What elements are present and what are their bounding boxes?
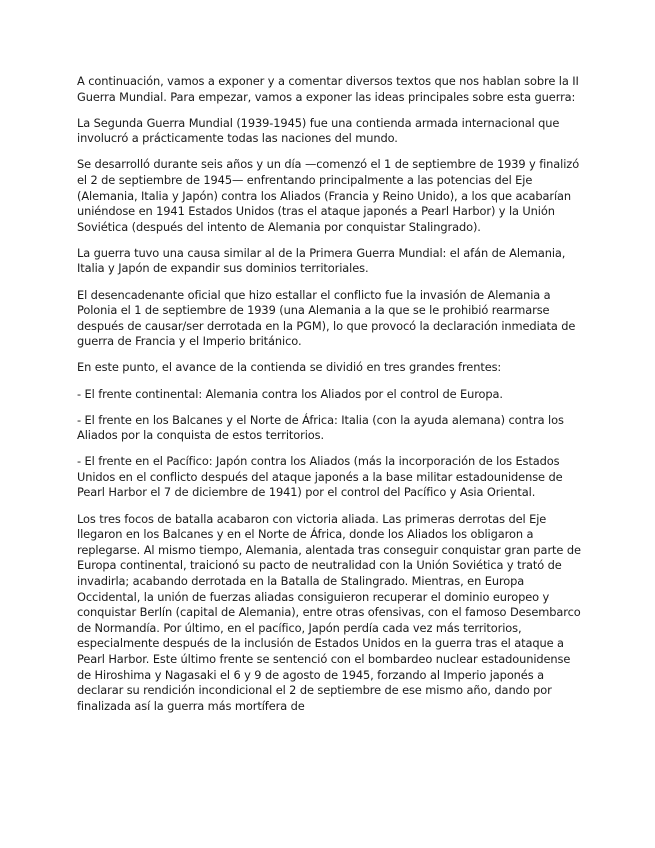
cause-paragraph: La guerra tuvo una causa similar al de la Primera Guerra Mundial: el afán de Alemania, Italia y Japón de expandir sus dominios territoriales. <box>77 245 566 276</box>
front-continental-paragraph: - El frente continental: Alemania contra los Aliados por el control de Europa. <box>77 386 503 401</box>
definition-paragraph: La Segunda Guerra Mundial (1939-1945) fue una contienda armada internacional que involucró a prácticamente todas las naciones del mundo. <box>77 115 560 146</box>
fronts-intro-paragraph: En este punto, el avance de la contienda se dividió en tres grandes frentes: <box>77 360 502 375</box>
front-pacific-paragraph: - El frente en el Pacífico: Japón contra los Aliados (más la incorporación de los Estados Unidos en el conflicto después del ataque japonés a la base militar estadounidense de Pearl Harbor el 7 de diciembre de 1941) por el control del Pacífico y Asia Oriental. <box>77 454 563 500</box>
intro-paragraph: A continuación, vamos a exponer y a comentar diversos textos que nos hablan sobre la II Guerra Mundial. Para empezar, vamos a exponer las ideas principales sobre esta guerra: <box>77 74 579 104</box>
document-page <box>77 74 587 725</box>
front-balkans-paragraph: - El frente en los Balcanes y el Norte de África: Italia (con la ayuda alemana) contra los Aliados por la conquista de estos territorios. <box>77 412 564 443</box>
duration-paragraph: Se desarrolló durante seis años y un día —comenzó el 1 de septiembre de 1939 y finalizó el 2 de septiembre de 1945— enfrentando principalmente a las potencias del Eje (Alemania, Italia y Japón) contra los Aliados (Francia y Reino Unido), a los que acabarían uniéndose en 1941 Estados Unidos (tras el ataque japonés a Pearl Harbor) y la Unión Soviética (después del intento de Alemania por conquistar Stalingrado). <box>77 157 580 234</box>
outcome-paragraph: Los tres focos de batalla acabaron con victoria aliada. Las primeras derrotas del Eje llegaron en los Balcanes y en el Norte de África, donde los Aliados los obligaron a replegarse. Al mismo tiempo, Alemania, alentada tras conseguir conquistar gran parte de Europa continental, traicionó su pacto de neutralidad con la Unión Soviética y trató de invadirla; acabando derrotada en la Batalla de Stalingrado. Mientras, en Europa Occidental, la unión de fuerzas aliadas consiguieron recuperar el dominio europeo y conquistar Berlín (capital de Alemania), entre otras ofensivas, con el famoso Desembarco de Normandía. Por último, en el pacífico, Japón perdía cada vez más territorios, especialmente después de la inclusión de Estados Unidos en la guerra tras el ataque a Pearl Harbor. Este último frente se sentenció con el bombardeo nuclear estadounidense de Hiroshima y Nagasaki el 6 y 9 de agosto de 1945, forzando al Imperio japonés a declarar su rendición incondicional el 2 de septiembre de ese mismo año, dando por finalizada así la guerra más mortífera de <box>77 511 581 713</box>
trigger-paragraph: El desencadenante oficial que hizo estallar el conflicto fue la invasión de Alemania a Polonia el 1 de septiembre de 1939 (una Alemania a la que se le prohibió rearmarse después de causar/ser derrotada en la PGM), lo que provocó la declaración inmediata de guerra de Francia y el Imperio británico. <box>77 287 576 349</box>
